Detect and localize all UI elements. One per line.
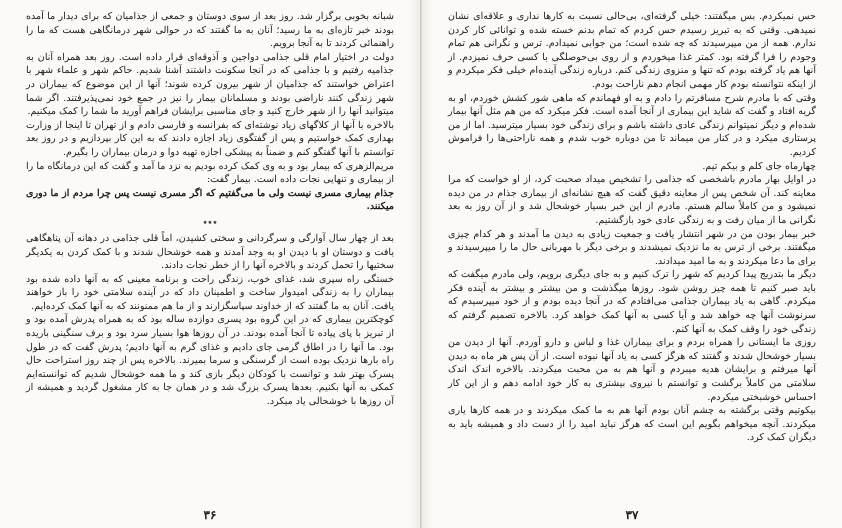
- right-page: [421, 0, 842, 528]
- left-bold-quote: جذام بیماری مسری نیست ولی ما می‌گفتیم که اگر مسری نیست پس چرا مردم از ما دوری میکنند.: [26, 187, 394, 213]
- left-paragraph-7: کوچکترین بیماری که در این گروه بود پسری دوازده ساله بود که به همراه پدرش آمده بود و از تبریز با پای پیاده تا آنجا آمده بودند. در آن روزها هوا بسیار سرد بود و برف سنگینی باریده بود. ما آنها را در اطاق گرمی جای دادیم و غذای گرم به آنها دادیم؛ پدرش گفت که در طول راه بارها نزدیک بوده است از گرسنگی و سرما بمیرند. بالاخره پس از چند روز استراحت حال پسرک بهتر شد و توانست با کودکان دیگر بازی کند و ما همه خوشحال شدیم که توانسته‌ایم کمکی به آنها بکنیم. بعدها پسرک بزرگ شد و در همان جا به کار مشغول گردید و همیشه از آن روزها با خوشحالی یاد میکرد.: [26, 314, 394, 408]
- section-separator: ٭٭٭: [202, 217, 218, 228]
- right-paragraph-6: دیگر ما بتدریج پیدا کردیم که شهر را ترک کنیم و به جای دیگری برویم، ولی مادرم میگفت که باید صبر کنیم تا همه چیز روشن شود. روزها میگذشت و من بیشتر و بیشتر به آینده فکر میکردم. گاهی به یاد بیماران جذامی می‌افتادم که در آنجا دیده بودم و از خود میپرسیدم که سرنوشت آنها چه خواهد شد و آیا کسی به آنها کمک خواهد کرد. بالاخره تصمیم گرفتم که زندگی خود را وقف کمک به آنها کنم.: [448, 269, 816, 335]
- right-page-number: ۳۷: [625, 508, 639, 522]
- left-paragraph-2: دولت در اختیار امام قلی جذامی دواجین و آذوقه‌ای قرار داده است. روز بعد همراه آنان به جذامیه رفتیم و با جذامی که در آنجا سکونت داشتند آشنا شدیم. حاکم شهر و علماء شهر با اعتراض خواستند که جذامیان از شهر بیرون کرده شوند؛ آنها از این موضوع که بیماران در شهر زندگی کنند ناراضی بودند و مسلمانان بیمار را نیز در جمع خود نمی‌پذیرفتند. اگر شما میتوانید آنها را از شهر خارج کنید و جای مناسبی برایشان فراهم آورید ما شما را کمک میکنیم.: [26, 51, 394, 118]
- right-paragraph-4: در اوایل بهار مادرم باشخصی که جذامی را تشخیص میداد صحبت کرد، از او خواست که مرا معاینه کند. آن شخص پس از معاینه دقیق گفت که هیچ نشانه‌ای از بیماری جذام در من دیده نمیشود و من کاملاً سالم هستم. مادرم از این خبر بسیار خوشحال شد و از آن روز به بعد نگرانی ما از میان رفت و به زندگی عادی خود بازگشتیم.: [448, 174, 816, 226]
- left-paragraph-4: مریم‌الزهری که بیمار بود و به وی کمک کرده بودیم به نزد ما آمد و گفت که این درمانگاه ما را از بیماری و تنهایی نجات داده است. بیمار گفت:: [26, 160, 394, 186]
- right-paragraph-2: وقتی که با مادرم شرح مسافرتم را دادم و به او فهماندم که ماهی شور کشش خوردم، او به گریه افتاد و گفت که شاید این بیماری از آنجا آمده است. فکر میکرد که من هم مثل آنها بیمار شده‌ام و دیگر نمیتوانم زندگی عادی داشته باشم و برای زندگی خود بسیار میترسید. اما از من پرستاری میکرد و در کنار من میماند تا من دوباره خوب شدم و همه ناراحتی‌ها را فراموش کردیم.: [448, 92, 816, 158]
- left-paragraph-6: خستگی راه سپری شد، غذای خوب، زندگی راحت و برنامه معینی که به آنها داده شده بود بیماران را به زندگی امیدوار ساخت و اطمینان داد که در آینده سلامتی خود را باز خواهند یافت. آنان به ما گفتند که از خداوند سپاسگزارند و از ما هم ممنونند که به آنها کمک کرده‌ایم.: [26, 273, 394, 312]
- left-paragraph-5: بعد از چهار سال آوارگی و سرگردانی و سختی کشیدن، اماً قلی جذامی در دهانه آن پناهگاهی یافت و دوستان او با دیدن او به وجد آمدند و همه خوشحال شدند و با کمک کردن به یکدیگر سختیها را تحمل کردند و بالاخره آنها را از خطر نجات دادند.: [26, 232, 394, 272]
- gutter-shadow: [422, 0, 432, 528]
- left-paragraph-3: بالاخره با آنها از کلاگهای زیاد نوشته‌ای که بفرانسه و فارسی دادم و از تهران تا اینجا از وزارت بهداری کمک خواستیم و پس از گفتگوی زیاد اجازه دادند که به این کار بپردازیم و در روز بعد توانستم با آنها گفتگو کنم و ضمناً به پیشکی اجازه تهیه دوا و درمان بیماران را بگیرم.: [26, 119, 394, 158]
- right-paragraph-5: خبر بیمار بودن من در شهر انتشار یافت و جمعیت زیادی به دیدن ما آمدند و هر کدام چیزی میگفتند. برخی از ترس به ما نزدیک نمیشدند و برخی دیگر با مهربانی حال ما را میپرسیدند و برای ما دعا میکردند و به ما امید میدادند.: [448, 228, 816, 267]
- right-paragraph-1: حس نمیکردم. بس میگفتند: خیلی گرفته‌ای، بی‌حالی نسبت به کارها نداری و علاقه‌ای نشان نمیدهی. وقتی که به تبریز رسیدم حس کردم که تمام بدنم خسته شده و توانائی کار کردن ندارم. همه از من میپرسیدند که چه شده است؛ من جوابی نمیدادم. ترس و نگرانی هم تمام وجودم را فرا گرفته بود. کمتر غذا میخوردم و از روی بی‌حوصلگی با کسی حرف نمیزدم. از آنها هم یاد گرفته بودم که تنها و منزوی زندگی کنم. درباره زندگی آینده‌ام خیلی فکر میکردم و از اینکه نتوانسته بودم کار مهمی انجام دهم ناراحت بودم.: [448, 11, 816, 90]
- left-paragraph-1: شبانه بخوبی برگزار شد. روز بعد از سوی دوستان و جمعی از جذامیان که برای دیدار ما آمده بودند خبر تازه‌ای به ما رسید؛ آنان به ما گفتند که در حوالی شهر درمانگاهی هست که ما را راهنمائی کردند تا به آنجا برویم.: [26, 11, 394, 50]
- gutter-shadow: [410, 0, 420, 528]
- right-paragraph-8: بیکوتیم وقتی برگشته به چشم آنان بودم آنها هم به ما کمک میکردند و در همه کارها یاری میکردند. آنچه میخواهم بگویم این است که هرگز نباید امید را از دست داد و همیشه باید به دیگران کمک کرد.: [448, 405, 816, 444]
- left-page-number: ۳۶: [203, 508, 217, 522]
- right-paragraph-3: چهارماه جای کلم و بیکم تیم.: [702, 160, 816, 172]
- right-paragraph-7: روزی ما ایستانی را همراه بردم و برای بیماران غذا و لباس و دارو آوردم. آنها از دیدن من بسیار خوشحال شدند و گفتند که هرگز کسی به یاد آنها نبوده است. از آن پس هر ماه به دیدن آنها میرفتم و برایشان هدیه میبردم و آنها هم به من محبت میکردند. بالاخره اندک اندک سلامتی من کاملاً برگشت و توانستم با نیروی بیشتری به کار خود ادامه دهم و از این کار احساس خوشبختی میکردم.: [448, 337, 816, 403]
